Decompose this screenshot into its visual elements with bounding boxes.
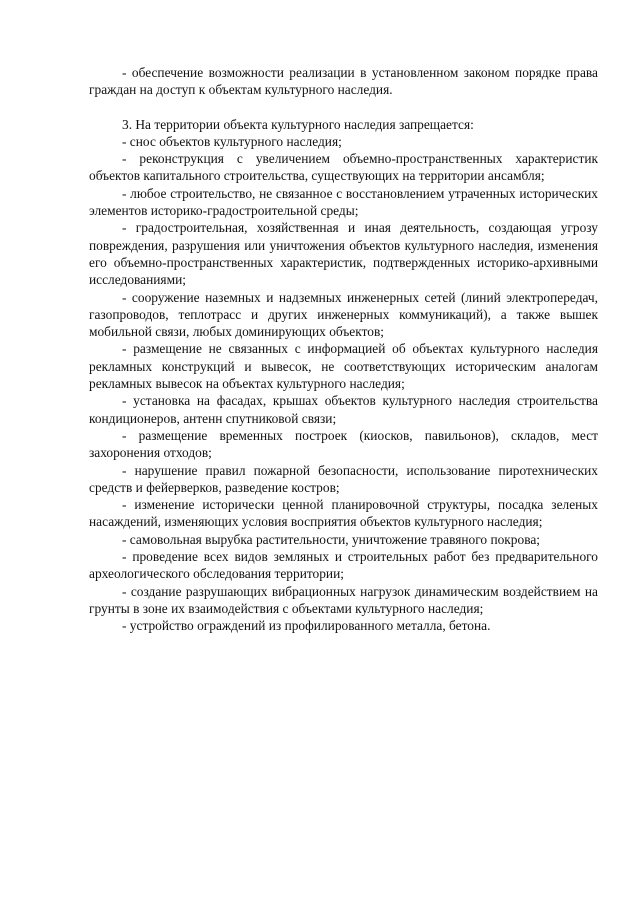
prohibition-item: - установка на фасадах, крышах объектов культурного наследия строительства кондиционеров, антенн спутниковой связи; (89, 393, 598, 426)
prohibition-item: - реконструкция с увеличением объемно-пространственных характеристик объектов капитального строительства, существующих на территории ансамбля; (89, 151, 598, 184)
prohibition-item: - снос объектов культурного наследия; (122, 133, 342, 149)
prohibition-item: - градостроительная, хозяйственная и иная деятельность, создающая угрозу повреждения, разрушения или уничтожения объектов культурного наследия, изменения его объемно-пространственных характеристик, подтвержденных историко-архивными исследованиями; (89, 220, 598, 288)
prohibition-item: - размещение временных построек (киосков, павильонов), складов, мест захоронения отходов; (89, 427, 598, 461)
prohibitions-list (89, 133, 598, 635)
prohibition-item: - нарушение правил пожарной безопасности, использование пиротехнических средств и фейерверков, разведение костров; (89, 462, 598, 495)
prohibition-item: - изменение исторически ценной планировочной структуры, посадка зеленых насаждений, изменяющих условия восприятия объектов культурного наследия; (89, 497, 598, 530)
prohibition-item: - проведение всех видов земляных и строительных работ без предварительного археологического обследования территории; (89, 549, 598, 582)
intro-paragraph: - обеспечение возможности реализации в установленном законом порядке права граждан на доступ к объектам культурного наследия. (89, 65, 598, 98)
prohibition-item: - сооружение наземных и надземных инженерных сетей (линий электропередач, газопроводов, теплотрасс и других инженерных коммуникаций), а также вышек мобильной связи, любых доминирующих объектов; (89, 289, 598, 340)
section-heading: 3. На территории объекта культурного наследия запрещается: (122, 116, 474, 132)
prohibition-item: - устройство ограждений из профилированного металла, бетона. (122, 618, 491, 634)
paragraph-spacer (89, 99, 598, 116)
prohibition-item: - любое строительство, не связанное с восстановлением утраченных исторических элементов историко-градостроительной среды; (89, 185, 598, 219)
prohibition-item: - самовольная вырубка растительности, уничтожение травяного покрова; (122, 531, 541, 547)
prohibition-item: - размещение не связанных с информацией об объектах культурного наследия рекламных конструкций и вывесок, не соответствующих историческим аналогам рекламных вывесок на объектах культурного наследия; (89, 341, 598, 392)
prohibition-item: - создание разрушающих вибрационных нагрузок динамическим воздействием на грунты в зоне их взаимодействия с объектами культурного наследия; (89, 583, 598, 616)
document-page (89, 64, 598, 635)
